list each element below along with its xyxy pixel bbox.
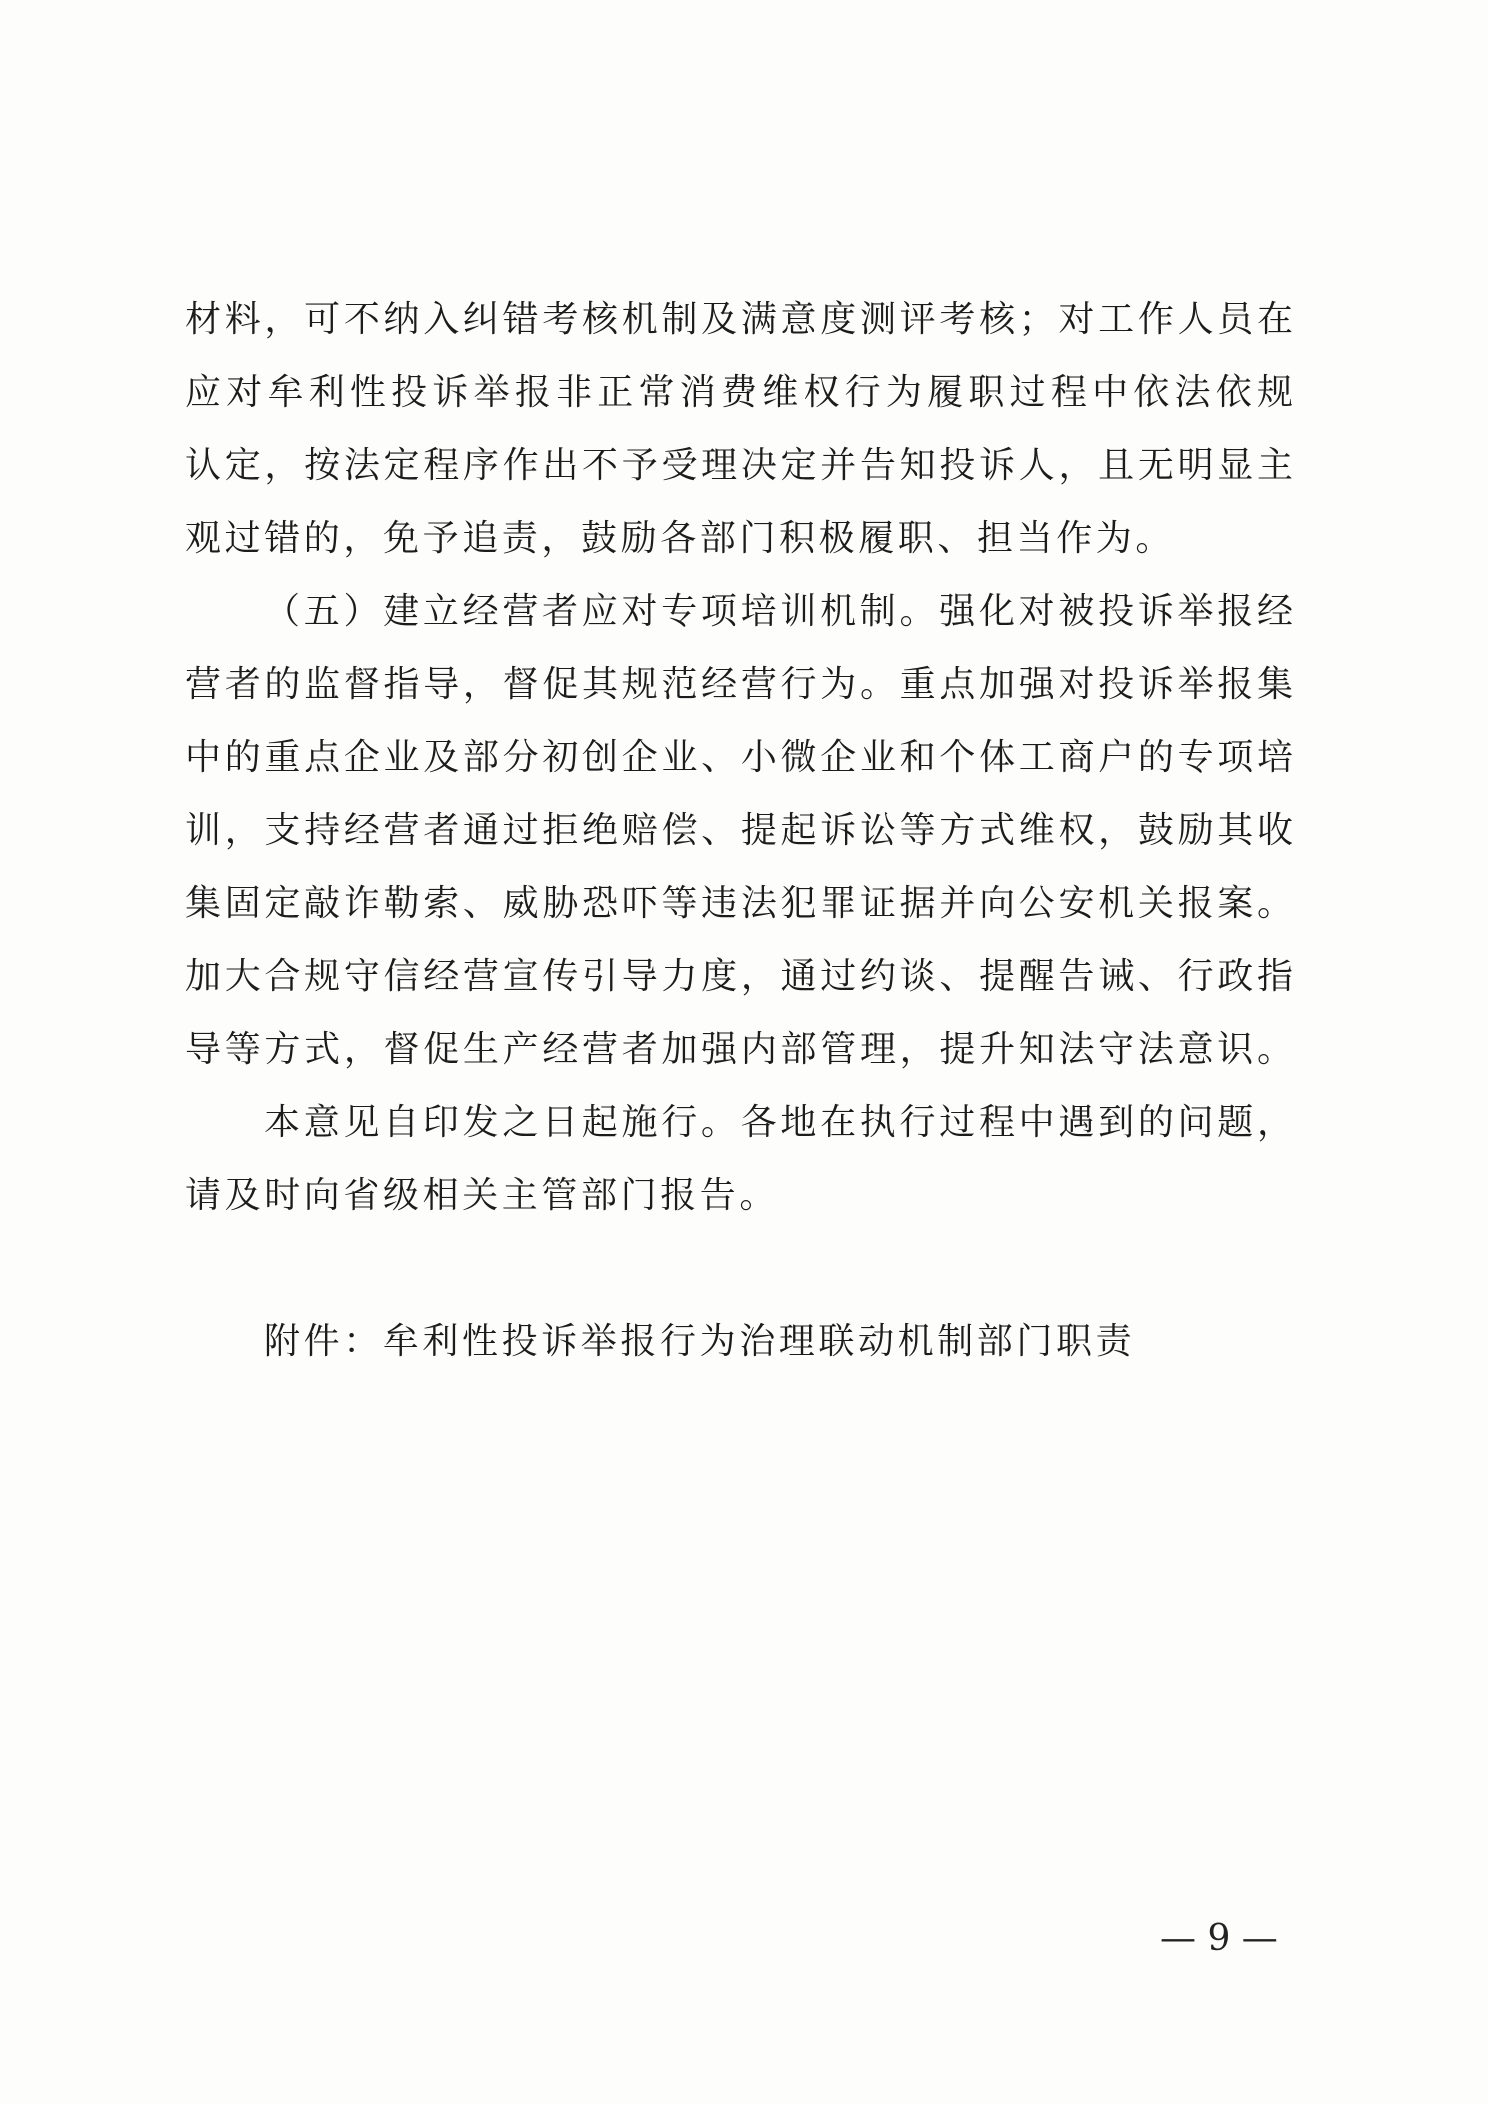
paragraph-line: 营者的监督指导，督促其规范经营行为。重点加强对投诉举报集: [185, 664, 1295, 705]
paragraph-line: 观过错的，免予追责，鼓励各部门积极履职、担当作为。: [185, 518, 1176, 559]
paragraph-line: 本意见自印发之日起施行。各地在执行过程中遇到的问题，: [264, 1102, 1295, 1143]
attachment-line: 附件：牟利性投诉举报行为治理联动机制部门职责: [264, 1321, 1136, 1362]
paragraph-line: 材料，可不纳入纠错考核机制及满意度测评考核；对工作人员在: [185, 299, 1295, 340]
document-body: [185, 283, 1295, 1378]
paragraph-line: 认定，按法定程序作出不予受理决定并告知投诉人，且无明显主: [185, 445, 1295, 486]
paragraph-line: 应对牟利性投诉举报非正常消费维权行为履职过程中依法依规: [185, 372, 1295, 413]
paragraph-line: 训，支持经营者通过拒绝赔偿、提起诉讼等方式维权，鼓励其收: [185, 810, 1295, 851]
blank-line: [185, 1232, 1295, 1305]
paragraph-line: 导等方式，督促生产经营者加强内部管理，提升知法守法意识。: [185, 1029, 1295, 1070]
paragraph-line: 加大合规守信经营宣传引导力度，通过约谈、提醒告诫、行政指: [185, 956, 1295, 997]
paragraph-operator-training: [185, 575, 1295, 1086]
paragraph-line: 请及时向省级相关主管部门报告。: [185, 1175, 780, 1216]
paragraph-line: （五）建立经营者应对专项培训机制。强化对被投诉举报经: [264, 591, 1295, 632]
paragraph-effective-date: [185, 1086, 1295, 1232]
paragraph-line: 集固定敲诈勒索、威胁恐吓等违法犯罪证据并向公安机关报案。: [185, 883, 1295, 924]
page-number: — 9 —: [1160, 1918, 1278, 1959]
paragraph-line: 中的重点企业及部分初创企业、小微企业和个体工商户的专项培: [185, 737, 1295, 778]
paragraph-liability-exemption: [185, 283, 1295, 575]
